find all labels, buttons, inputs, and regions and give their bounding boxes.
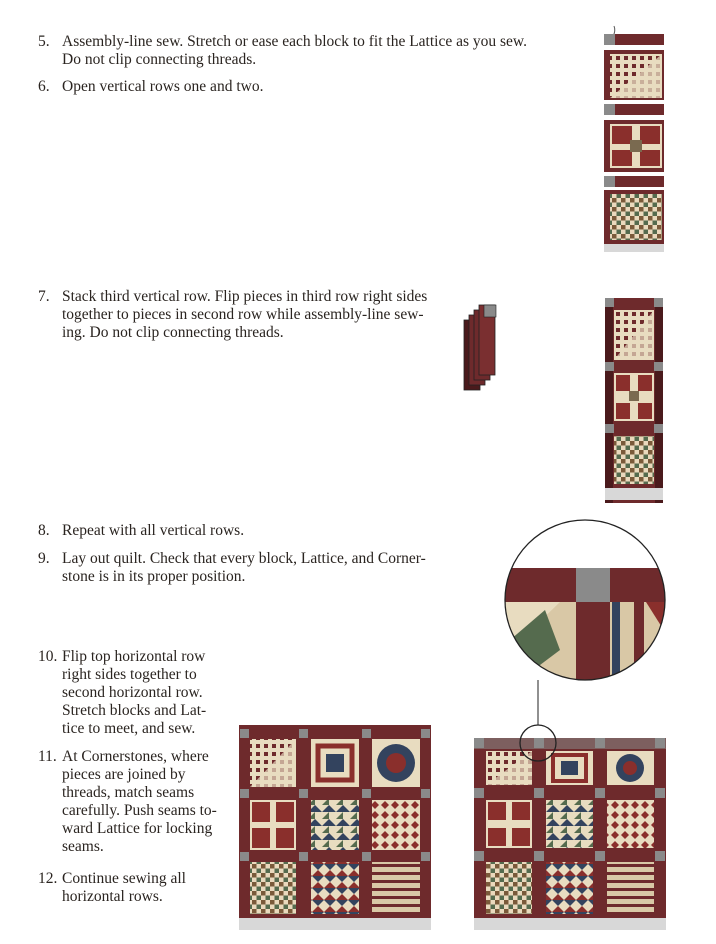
step-line: Repeat with all vertical rows. — [62, 522, 245, 539]
step-number: 11. — [38, 748, 57, 765]
step-line: pieces are joined by — [62, 766, 186, 783]
step-line: seams. — [62, 838, 104, 855]
step-line: At Cornerstones, where — [62, 748, 209, 765]
step-line: threads, match seams — [62, 784, 195, 801]
step-line: stone is in its proper position. — [62, 568, 246, 585]
step-line: carefully. Push seams to- — [62, 802, 217, 819]
step-line: together to pieces in second row while assembly-line sew- — [62, 306, 424, 323]
step-line: Lay out quilt. Check that every block, Lattice, and Corner- — [62, 550, 426, 567]
step-line: tice to meet, and sew. — [62, 720, 196, 737]
stacked-pieces-illustration — [464, 305, 496, 390]
step-number: 10. — [38, 648, 58, 665]
step-number: 6. — [38, 78, 50, 95]
joined-rows-illustration — [605, 298, 663, 503]
step-line: Stretch blocks and Lat- — [62, 702, 207, 719]
seam-detail-zoom — [500, 515, 670, 725]
assembly-strip-illustration — [604, 26, 664, 252]
step-number: 9. — [38, 550, 50, 567]
step-line: horizontal rows. — [62, 888, 163, 905]
quilt-rows-joined — [474, 725, 666, 930]
step-number: 7. — [38, 288, 50, 305]
step-line: ing. Do not clip connecting threads. — [62, 324, 284, 341]
step-line: right sides together to — [62, 666, 197, 683]
step-line: Open vertical rows one and two. — [62, 78, 264, 95]
step-number: 8. — [38, 522, 50, 539]
step-number: 5. — [38, 33, 50, 50]
step-line: second horizontal row. — [62, 684, 203, 701]
step-line: Flip top horizontal row — [62, 648, 206, 665]
step-line: Do not clip connecting threads. — [62, 51, 257, 68]
step-line: Assembly-line sew. Stretch or ease each block to fit the Lattice as you sew. — [62, 33, 527, 50]
step-line: ward Lattice for locking — [62, 820, 213, 837]
step-number: 12. — [38, 870, 58, 887]
quilt-rows-separated — [239, 725, 431, 930]
step-line: Stack third vertical row. Flip pieces in third row right sides — [62, 288, 428, 305]
step-line: Continue sewing all — [62, 870, 186, 887]
